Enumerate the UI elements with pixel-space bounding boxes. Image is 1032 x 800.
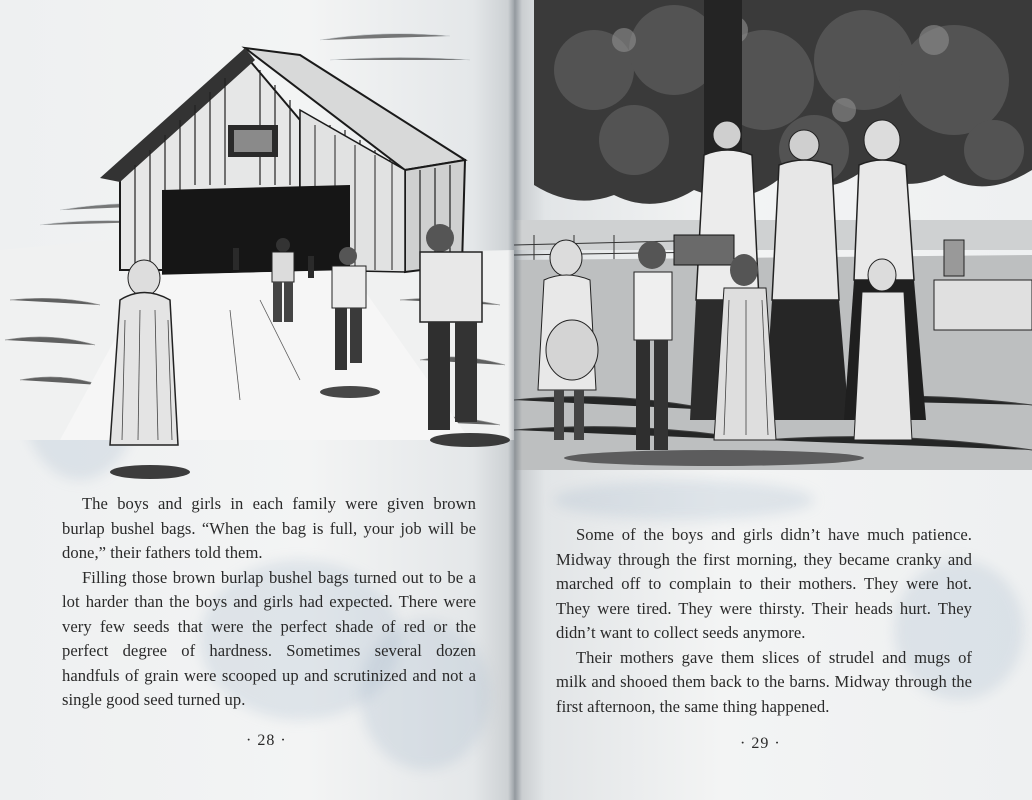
paragraph: The boys and girls in each family were given brown burlap bushel bags. “When the bag is full, your job will be done,” their fathers told them. [62,494,476,562]
left-page-body-text [62,492,476,713]
page-number: · 29 · [740,735,781,752]
left-page [0,0,514,800]
page-number: · 28 · [246,732,287,749]
paragraph: Their mothers gave them slices of strudel and mugs of milk and shooed them back to the barns. Midway through the first afternoon, the same thing happened. [556,647,972,716]
right-page [514,0,1032,800]
paragraph: Filling those brown burlap bushel bags turned out to be a lot harder than the boys and girls had expected. There were very few seeds that were the perfect shade of red or the perfect degree of hardness. Sometimes several dozen handfuls of grain were scooped up and scrutinized and not a single good seed turned up. [62,567,476,709]
barn-illustration [0,0,514,480]
gathering-illustration [514,0,1032,480]
right-page-body-text [556,523,972,719]
bleed-through-shadow [554,480,814,520]
paragraph: Some of the boys and girls didn’t have much patience. Midway through the first morning, they became cranky and marched off to complain to their mothers. They were hot. They were tired. They were thirsty. Their heads hurt. They didn’t want to collect seeds anymore. [556,525,972,642]
